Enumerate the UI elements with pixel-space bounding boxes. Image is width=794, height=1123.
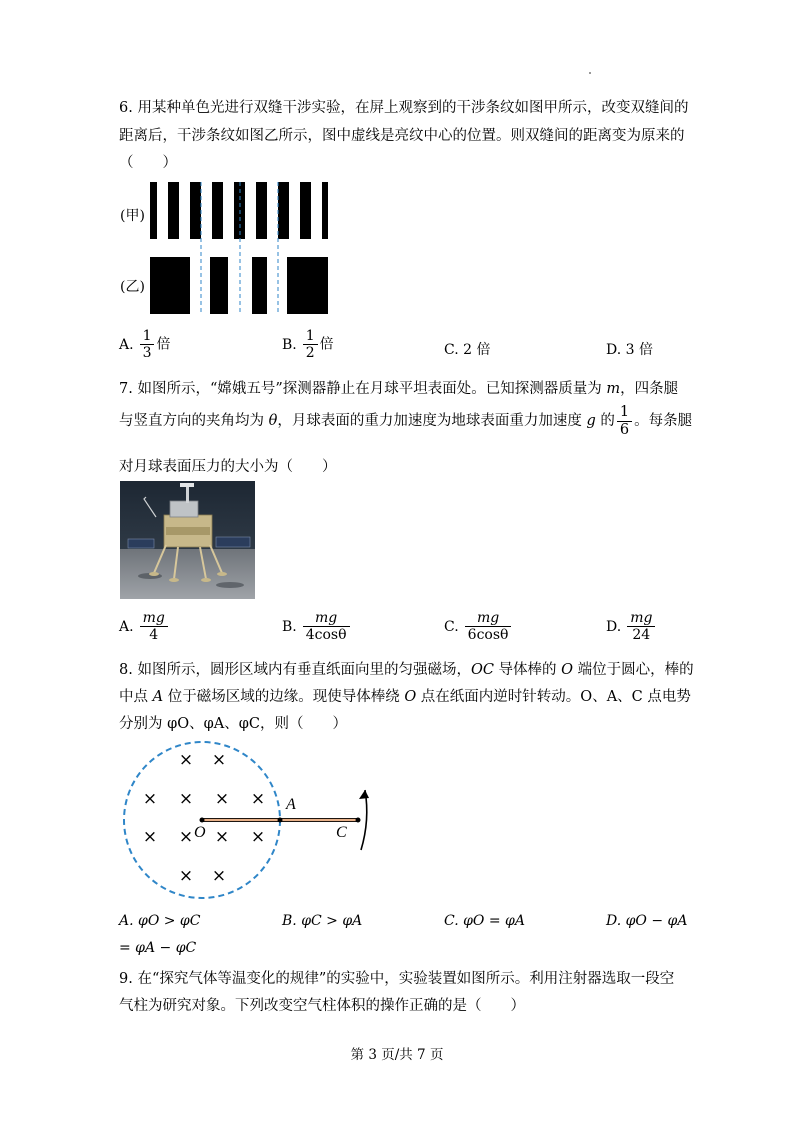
q8-option-d-continued: = φA − φC [119, 940, 197, 956]
q7-option-a-num: mg [140, 610, 168, 627]
q8-line1-b: 导体棒的 [493, 662, 562, 678]
q6-line3: （ ） [119, 155, 177, 171]
q6-option-a-label: A. [119, 336, 134, 353]
q8-line2-b: 位于磁场区域的边缘。现使导体棒绕 [163, 689, 405, 705]
q7-option-a-fraction [140, 610, 168, 643]
q8-a-symbol: A [152, 689, 164, 705]
q6-line1: 6. 用某种单色光进行双缝干涉实验，在屏上观察到的干涉条纹如图甲所示，改变双缝间的 [119, 100, 689, 116]
q7-line2-c: 的 [595, 413, 615, 430]
q6-option-b[interactable] [282, 328, 334, 361]
cross-4: × [178, 789, 194, 809]
q7-option-d-label: D. [606, 618, 622, 635]
q7-one-sixth-fraction [617, 404, 632, 438]
q6-option-a-fraction [140, 328, 155, 361]
interference-fringes-figure [150, 180, 328, 316]
q8-line1-c: 端位于圆心，棒的 [573, 662, 694, 678]
fringe-label-jia: (甲) [120, 208, 145, 224]
q7-line1-text: 7. 如图所示，“嫦娥五号”探测器静止在月球平坦表面处。已知探测器质量为 [119, 381, 607, 397]
label-c: C [336, 824, 347, 841]
q8-line2-c: 点在纸面内逆时针转动。O、A、C 点电势 [416, 689, 691, 705]
point-a-dot [278, 818, 283, 823]
q8-o-symbol: O [561, 662, 574, 678]
q8-o-symbol-2: O [404, 689, 417, 705]
q7-option-b-fraction [303, 610, 350, 643]
cross-10: × [250, 827, 266, 847]
q7-option-b-den: 4cosθ [305, 627, 347, 644]
scan-speck [589, 72, 591, 74]
q7-option-b-num: mg [303, 610, 350, 627]
q6-option-a-suffix: 倍 [156, 336, 171, 353]
q8-line2 [119, 685, 691, 706]
q7-frac-den: 6 [619, 421, 630, 438]
page-footer: 第 3 页/共 7 页 [350, 1047, 444, 1063]
q8-line1 [119, 658, 694, 679]
q6-option-b-suffix: 倍 [319, 336, 334, 353]
q7-line2-a: 与竖直方向的夹角均为 [119, 413, 269, 430]
q7-option-d-den: 24 [632, 627, 651, 644]
q8-option-c[interactable]: C. φO = φA [444, 913, 525, 929]
q7-theta-symbol: θ [268, 413, 278, 430]
q7-option-d-fraction [627, 610, 655, 643]
q7-option-a[interactable] [119, 610, 170, 643]
point-c-dot [356, 818, 361, 823]
label-o: O [194, 824, 206, 841]
cross-8: × [178, 827, 194, 847]
cross-1: × [178, 750, 194, 770]
q8-option-d[interactable]: D. φO − φA [606, 913, 688, 929]
cross-6: × [250, 789, 266, 809]
rotation-arrow [361, 790, 367, 850]
q7-mass-symbol: m [606, 381, 621, 397]
q8-option-a[interactable]: A. φO > φC [119, 913, 201, 929]
cross-7: × [142, 827, 158, 847]
q7-option-c-label: C. [444, 618, 459, 635]
q7-option-d-num: mg [627, 610, 655, 627]
q6-line2: 距离后，干涉条纹如图乙所示，图中虚线是亮纹中心的位置。则双缝间的距离变为原来的 [119, 128, 685, 144]
cross-12: × [211, 866, 227, 886]
fringe-pattern-yi [150, 257, 328, 314]
cross-5: × [214, 789, 230, 809]
q8-oc-symbol: OC [470, 662, 494, 678]
q8-line3: 分别为 φO、φA、φC，则（ ） [119, 716, 348, 732]
q6-option-a-num: 1 [140, 328, 155, 345]
q7-option-c-fraction [465, 610, 512, 643]
cross-9: × [214, 827, 230, 847]
q7-line2-d: 。每条腿 [634, 413, 693, 430]
q7-line1-end: ，四条腿 [620, 381, 679, 397]
point-o-dot [200, 818, 205, 823]
q7-line2-b: ，月球表面的重力加速度为地球表面重力加速度 [277, 413, 587, 430]
fringe-label-yi: (乙) [120, 279, 145, 295]
q8-line1-a: 8. 如图所示，圆形区域内有垂直纸面向里的匀强磁场， [119, 662, 471, 678]
q6-option-b-label: B. [282, 336, 297, 353]
cross-3: × [142, 789, 158, 809]
q7-option-a-label: A. [119, 618, 134, 635]
q6-option-b-fraction [303, 328, 318, 361]
q7-g-symbol: g [586, 413, 596, 430]
change5-lander-photo [120, 481, 255, 599]
q7-line3: 对月球表面压力的大小为（ ） [119, 459, 337, 475]
rotation-arrow-head [359, 790, 369, 799]
q9-line1: 9. 在“探究气体等温变化的规律”的实验中，实验装置如图所示。利用注射器选取一段空 [119, 971, 675, 987]
cross-2: × [211, 750, 227, 770]
q6-option-a[interactable] [119, 328, 170, 361]
q7-frac-num: 1 [617, 404, 632, 422]
magnetic-field-diagram [118, 738, 380, 902]
q6-option-d[interactable]: D. 3 倍 [606, 342, 653, 358]
q7-line1 [119, 377, 678, 398]
q6-option-b-num: 1 [303, 328, 318, 345]
fringe-pattern-jia [150, 182, 328, 239]
q8-option-b[interactable]: B. φC > φA [282, 913, 363, 929]
q7-line2 [119, 404, 692, 438]
q7-option-c[interactable] [444, 610, 513, 643]
q7-option-d[interactable] [606, 610, 657, 643]
q6-option-a-den: 3 [142, 345, 152, 362]
q7-option-c-num: mg [465, 610, 512, 627]
q6-option-c[interactable]: C. 2 倍 [444, 342, 491, 358]
q8-line2-a: 中点 [119, 689, 153, 705]
q7-option-b-label: B. [282, 618, 297, 635]
q6-option-b-den: 2 [305, 345, 315, 362]
q7-option-b[interactable] [282, 610, 352, 643]
q7-option-a-den: 4 [149, 627, 159, 644]
cross-11: × [178, 866, 194, 886]
q9-line2: 气柱为研究对象。下列改变空气柱体积的操作正确的是（ ） [119, 998, 525, 1014]
label-a: A [286, 796, 296, 813]
q7-option-c-den: 6cosθ [467, 627, 509, 644]
